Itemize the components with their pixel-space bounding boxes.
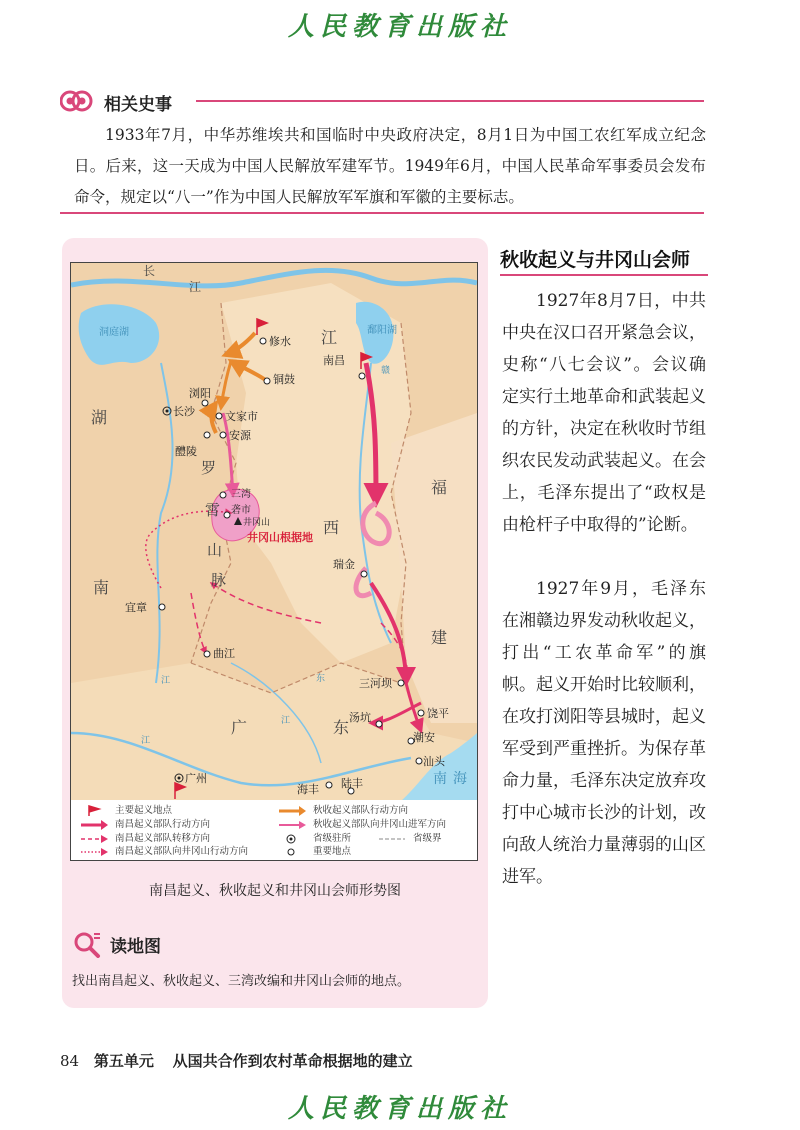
boundary-icon — [377, 833, 407, 845]
place-changsha: 长沙 — [173, 405, 195, 418]
magnifier-icon — [72, 930, 102, 958]
related-history-title: 相关史事 — [104, 95, 172, 115]
read-map-text: 找出南昌起义、秋收起义、三湾改编和井冈山会师的地点。 — [72, 974, 411, 989]
place-shantou: 汕头 — [423, 755, 445, 768]
related-history-icon — [60, 86, 94, 116]
place-anyuan: 安源 — [229, 429, 251, 442]
dashed-arrow-icon — [79, 833, 109, 845]
place-raoping: 饶平 — [427, 707, 449, 720]
map-label-dong: 东 — [333, 718, 350, 737]
map-label-xijiang: 江 — [281, 716, 291, 726]
map-label-jiang3: 江 — [161, 676, 171, 686]
place-sanwan: 三湾 — [231, 489, 251, 500]
place-qujiang: 曲江 — [213, 647, 235, 660]
map-label-chang: 长 — [143, 264, 156, 278]
publisher-watermark-bottom: 人民教育出版社 — [287, 1094, 512, 1124]
map-caption: 南昌起义、秋收起义和井冈山会师形势图 — [149, 883, 401, 899]
map-label-dongjiang: 东 — [316, 674, 326, 684]
map-label-dongting: 洞庭湖 — [99, 327, 129, 338]
map-label-poyang: 鄱阳湖 — [367, 325, 397, 336]
map-label-nan: 南 — [93, 578, 110, 597]
dotted-arrow-icon — [79, 846, 109, 858]
map-label-shan: 山 — [207, 541, 223, 559]
page-footer — [60, 1050, 413, 1071]
flag-icon — [79, 805, 109, 817]
place-chaoan: 潮安 — [413, 731, 435, 744]
map-svg — [71, 263, 477, 801]
place-icon — [277, 846, 307, 858]
section-title: 秋收起义与井冈山会师 — [500, 249, 691, 271]
related-history-text: 1933年7月，中华苏维埃共和国临时中央政府决定，8月1日为中国工农红军成立纪念日。后来，这一天成为中国人民解放军建军节。1949年6月，中国人民革命军事委员会发布命令，规定以“八一”作为中国人民解放军军旗和军徽的主要标志。 — [74, 126, 706, 206]
map-label-jian: 建 — [431, 628, 448, 647]
place-liling: 醴陵 — [175, 445, 197, 458]
publisher-watermark-top: 人民教育出版社 — [287, 12, 512, 42]
place-nanchang: 南昌 — [323, 354, 345, 367]
map-label-fu: 福 — [431, 478, 448, 497]
chapter-title: 从国共合作到农村革命根据地的建立 — [172, 1052, 413, 1070]
map-legend: 主要起义地点 秋收起义部队行动方向 南昌起义部队行动方向 秋收起义部队向井冈山进军方向 南昌起义部队转移方向 省级驻所 省级界 南昌起义部队向井冈山行动方向 重要地点 — [70, 800, 478, 861]
place-jinggangshan-base: 井冈山根据地 — [247, 531, 313, 544]
historical-map — [70, 262, 478, 802]
place-tangkeng: 汤坑 — [349, 711, 371, 724]
capital-icon — [277, 833, 307, 845]
unit-label: 第五单元 — [93, 1052, 154, 1070]
map-label-zhujiang: 江 — [141, 736, 151, 746]
map-label-xiao: 霄 — [205, 501, 221, 519]
map-label-xi: 西 — [323, 518, 340, 537]
body-paragraph-2: 1927年9月，毛泽东在湘赣边界发动秋收起义，打出“工农革命军”的旗帜。起义开始时比较顺利，在攻打浏阳等县城时，起义军受到严重挫折。为保存革命力量，毛泽东决定放弃攻打中心城市长沙的计划，改向敌人统治力量薄弱的山区进军。 — [502, 579, 706, 887]
map-label-hu: 湖 — [91, 408, 108, 427]
map-label-mai: 脉 — [211, 571, 227, 589]
map-label-luo: 罗 — [201, 459, 217, 477]
body-paragraph-1: 1927年8月7日，中共中央在汉口召开紧急会议，史称“八七会议”。会议确定实行土地革命和武装起义的方针，决定在秋收时节组织农民发动武装起义。在会上，毛泽东提出了“政权是由枪杆子中取得的”论断。 — [502, 291, 706, 535]
section-title-underline — [500, 274, 708, 276]
place-tonggu: 铜鼓 — [273, 373, 295, 386]
place-wenjiashi: 文家市 — [225, 410, 258, 423]
map-label-guang: 广 — [231, 718, 248, 737]
place-xiushui: 修水 — [269, 335, 291, 348]
pink-arrow-icon — [277, 819, 307, 831]
place-yizhang: 宜章 — [125, 601, 147, 614]
map-label-jiang1: 江 — [189, 280, 202, 294]
map-label-gan: 赣 — [381, 366, 391, 376]
read-map-title: 读地图 — [110, 937, 161, 957]
orange-arrow-icon — [277, 805, 307, 817]
map-label-jiang2: 江 — [321, 328, 338, 347]
page-number: 84 — [60, 1052, 80, 1070]
place-sanheba: 三河坝 — [359, 677, 392, 690]
place-lufeng: 陆丰 — [341, 777, 363, 790]
place-liuyang: 浏阳 — [189, 387, 211, 400]
map-label-nanhai-1: 南 — [433, 771, 447, 787]
red-arrow-icon — [79, 819, 109, 831]
place-guangzhou: 广州 — [185, 772, 207, 785]
place-jinggangshan: 井冈山 — [243, 518, 271, 528]
related-divider-top — [196, 100, 704, 102]
place-cishi: 砻市 — [231, 505, 251, 516]
map-label-nanhai-2: 海 — [453, 771, 467, 787]
place-haifeng: 海丰 — [297, 783, 319, 796]
related-divider-bottom — [60, 212, 704, 214]
place-ruijin: 瑞金 — [333, 558, 355, 571]
